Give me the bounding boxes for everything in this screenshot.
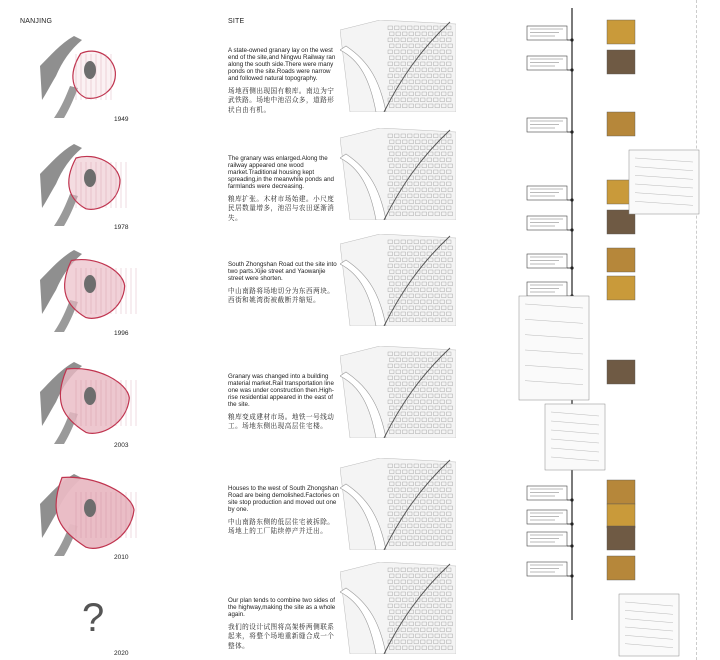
header-site: SITE (228, 18, 245, 25)
description-chinese: 我们的设计试图将高架桥两侧联系起来，将整个场地重新缝合成一个整体。 (228, 623, 335, 650)
description-chinese: 中山南路将场地切分为东西两块。西街和姚湾街被截断并缩短。 (228, 287, 335, 305)
historic-photo-thumbnail (607, 276, 635, 300)
timeline-event (527, 504, 635, 528)
city-map-panel (40, 240, 140, 332)
history-timeline (505, 0, 705, 660)
period-description (228, 156, 340, 223)
period-year-label: 1949 (114, 116, 129, 123)
period-description (228, 374, 340, 432)
event-text-box (527, 486, 567, 500)
city-growth-map (40, 352, 140, 444)
timeline-event (527, 210, 635, 234)
historic-photo-thumbnail (607, 504, 635, 528)
period-year-label: 1978 (114, 224, 129, 231)
description-english: The granary was enlarged.Along the railway appeared one wood market.Traditional housing kept spreading,in the meanwhile ponds and farmlands were decreasing. (228, 155, 334, 190)
event-dot (570, 38, 573, 41)
event-text-box (527, 254, 567, 268)
event-dot (570, 68, 573, 71)
description-chinese: 场地西侧出现国有粮库。南边为宁武铁路。场地中池沼众多，道路形状自由有机。 (228, 87, 335, 114)
timeline-event (527, 50, 635, 74)
event-dot (570, 498, 573, 501)
period-year-label: 2003 (114, 442, 129, 449)
old-town-core-shape (84, 275, 96, 293)
city-map-panel (40, 464, 140, 556)
event-dot (570, 130, 573, 133)
site-plan-map (340, 458, 456, 550)
site-map-panel (340, 346, 456, 438)
historic-photo-thumbnail (607, 20, 635, 44)
site-plan-map (340, 346, 456, 438)
city-growth-map (40, 134, 140, 226)
period-year-label: 2020 (114, 650, 129, 657)
event-dot (570, 228, 573, 231)
event-text-box (527, 562, 567, 576)
site-map-panel (340, 562, 456, 654)
city-growth-map (40, 240, 140, 332)
description-chinese: 中山南路东侧的低层住宅被拆除。场地上的工厂陆续停产并迁出。 (228, 518, 335, 536)
site-map-panel (340, 128, 456, 220)
city-growth-map (40, 464, 140, 556)
header-nanjing: NANJING (20, 18, 53, 25)
timeline-event (527, 526, 635, 550)
timeline-event (527, 112, 635, 136)
event-dot (570, 544, 573, 547)
event-dot (570, 266, 573, 269)
description-english: Houses to the west of South Zhongshan Road are being demolished.Factories on site stop production and moved out one by one. (228, 485, 340, 513)
event-text-box (527, 118, 567, 132)
site-map-panel (340, 458, 456, 550)
site-plan-map (340, 128, 456, 220)
event-text-box (527, 56, 567, 70)
site-map-panel (340, 234, 456, 326)
historic-photo-thumbnail (607, 248, 635, 272)
event-dot (570, 198, 573, 201)
timeline-event (527, 480, 635, 504)
historic-photo-thumbnail (607, 526, 635, 550)
description-english: Our plan tends to combine two sides of the highway,making the site as a whole again. (228, 597, 336, 618)
timeline-event (527, 556, 635, 580)
timeline-event (527, 180, 635, 204)
event-text-box (527, 282, 567, 296)
old-town-core-shape (84, 387, 96, 405)
period-description (228, 262, 340, 306)
historic-photo-thumbnail (607, 360, 635, 384)
site-plan-map (340, 20, 456, 112)
event-text-box (527, 186, 567, 200)
historic-photo-thumbnail (607, 112, 635, 136)
timeline-event (527, 20, 635, 44)
description-english: Granary was changed into a building material market.Rail transportation line one was under construction then.High-rise residential appeared in the east of the site. (228, 373, 334, 408)
city-map-panel (40, 352, 140, 444)
future-question-mark: ? (82, 596, 105, 640)
river-branch-shape (54, 86, 78, 118)
historic-map-inset (619, 594, 679, 656)
city-map-panel (40, 26, 140, 118)
event-dot (570, 522, 573, 525)
description-chinese: 粮库扩张。木材市场始建。小尺度民居数量增多，池沼与农田逐渐消失。 (228, 195, 335, 222)
historic-photo-thumbnail (607, 50, 635, 74)
city-map-panel (40, 134, 140, 226)
period-year-label: 1996 (114, 330, 129, 337)
site-plan-map (340, 562, 456, 654)
city-growth-map (40, 26, 140, 118)
description-chinese: 粮库变成建材市场。地铁一号线动工。场地东侧出现高层住宅楼。 (228, 413, 335, 431)
historic-photo-thumbnail (607, 556, 635, 580)
description-english: South Zhongshan Road cut the site into two parts.Xijie street and Yaowanjie street were shorten. (228, 261, 337, 282)
event-dot (570, 574, 573, 577)
old-town-core-shape (84, 499, 96, 517)
period-year-label: 2010 (114, 554, 129, 561)
timeline-event (527, 248, 635, 272)
event-text-box (527, 216, 567, 230)
historic-map-inset (629, 150, 699, 214)
historic-photo-thumbnail (607, 480, 635, 504)
old-town-core-shape (84, 169, 96, 187)
description-english: A state-owned granary lay on the west end of the site,and Ningwu Railway ran along the south side.There were many ponds on the site.Roads were narrow and followed natural topography. (228, 47, 336, 82)
site-plan-map (340, 234, 456, 326)
event-text-box (527, 510, 567, 524)
period-description (228, 598, 340, 651)
period-description (228, 48, 340, 115)
old-town-core-shape (84, 61, 96, 79)
event-text-box (527, 532, 567, 546)
site-map-panel (340, 20, 456, 112)
event-text-box (527, 26, 567, 40)
period-description (228, 486, 340, 537)
